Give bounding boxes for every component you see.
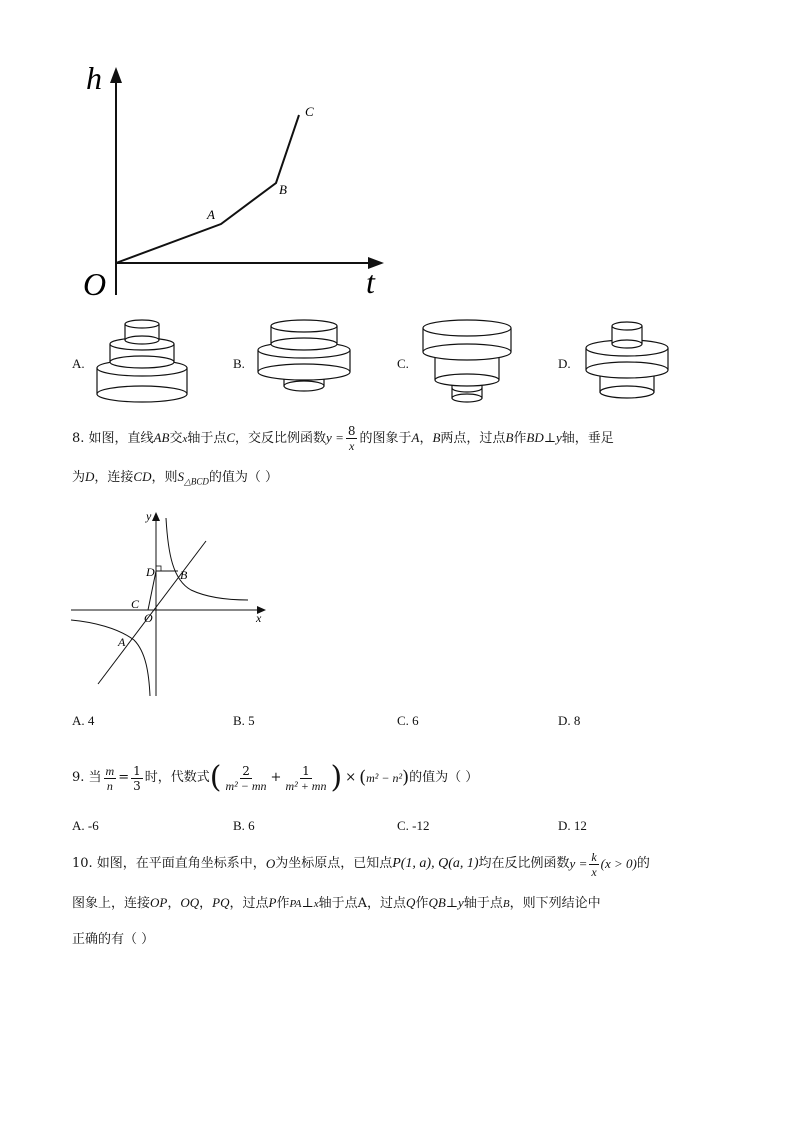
q8-c: C	[226, 430, 236, 445]
q8-option-a: A. 4	[72, 713, 95, 728]
q8-label-c: C	[131, 597, 140, 611]
q10-line1	[72, 846, 650, 882]
q10-y: y	[458, 895, 464, 910]
q9-plus: +	[270, 770, 282, 785]
q10-b: B	[502, 898, 510, 910]
q10-text: 作	[415, 896, 429, 911]
q8-option-b: B. 5	[233, 713, 255, 728]
q10-text: 图象上，连接	[72, 896, 151, 911]
q10-text: ，	[167, 896, 181, 911]
q7-option-d-label: D.	[558, 356, 571, 371]
q9-paren2-open: (	[359, 767, 367, 788]
q10-pa: PA	[289, 898, 302, 910]
q7-option-b-figure	[254, 318, 354, 398]
q9-text: 9. 当	[72, 770, 102, 785]
q8-cd: CD	[133, 469, 152, 484]
q8-d: D	[85, 469, 95, 484]
q10-op: OP	[150, 895, 168, 910]
q8-text: ，	[419, 431, 433, 446]
q10-o: O	[265, 856, 276, 871]
q9-mn-expr: m² − n²	[366, 771, 403, 785]
q8-label-b: B	[180, 568, 188, 582]
q8-text: ，交反比例函数	[235, 431, 327, 446]
q10-p: P	[268, 895, 277, 910]
q8-b: B	[432, 430, 441, 445]
q8-label-y: y	[146, 509, 152, 523]
axis-label-t: t	[366, 264, 375, 300]
q8-text: ，则	[151, 470, 178, 485]
q9-paren2-close: )	[402, 767, 410, 788]
q10-text: 轴于点A，过点	[318, 896, 407, 911]
q8-option-d: D. 8	[558, 713, 581, 728]
h-t-curve	[116, 115, 299, 263]
q8-text: 的值为（ ）	[208, 470, 279, 485]
q8-ab: AB	[153, 430, 170, 445]
h-t-graph	[70, 55, 400, 305]
point-label-c: C	[305, 104, 314, 119]
q9-option-d: D. 12	[558, 818, 587, 833]
q10-line2	[72, 893, 601, 914]
q10-text: 轴于点	[463, 896, 503, 911]
q9-fraction-mn: $\frac{m}{n}$	[105, 763, 115, 793]
q9-fraction-1: $\frac{2}{\text{m² − mn}}$	[225, 763, 267, 793]
q9-option-b: B. 6	[233, 818, 255, 833]
q8-y-eq: y =	[326, 430, 344, 445]
q8-right-angle-mark	[156, 566, 161, 571]
q9-equals: =	[118, 770, 130, 785]
point-label-a: A	[207, 207, 215, 222]
q7-option-c-figure	[420, 318, 516, 406]
axis-label-h: h	[86, 60, 102, 96]
q9-line	[72, 756, 478, 800]
q10-text: 正确的有（ ）	[72, 932, 155, 947]
q8-label-x: x	[256, 611, 262, 625]
q9-fraction-2: $\frac{1}{\text{m² + mn}}$	[285, 763, 327, 793]
q8-option-c: C. 6	[397, 713, 419, 728]
q9-fraction-third: $\frac{1}{3}$	[133, 763, 141, 793]
q9-text: 时，代数式	[144, 770, 210, 785]
q8-a: A	[411, 430, 420, 445]
q7-option-c-label: C.	[397, 356, 409, 371]
q8-s: S	[177, 469, 184, 484]
q10-pq: PQ	[212, 895, 230, 910]
q10-text: ，则下列结论中	[509, 896, 601, 911]
q10-text: 10. 如图，在平面直角坐标系中，	[72, 856, 266, 871]
q8-hyperbola-right	[166, 518, 248, 600]
q10-oq: OQ	[180, 895, 200, 910]
q8-text: ，连接	[94, 470, 134, 485]
q8-text: 作	[513, 431, 527, 446]
q8-text: 8. 如图，直线	[72, 431, 154, 446]
q8-label-d: D	[146, 565, 155, 579]
point-label-b: B	[279, 182, 287, 197]
q8-label-o: O	[144, 611, 153, 625]
q9-option-c: C. -12	[397, 818, 430, 833]
q9-paren-close: )	[330, 760, 343, 795]
q8-line2	[72, 467, 278, 492]
q10-condition: (x > 0)	[600, 856, 637, 871]
origin-label: O	[83, 266, 107, 302]
q8-text: 轴，垂足	[561, 431, 614, 446]
q7-option-b-label: B.	[233, 356, 245, 371]
q10-text: ，过点	[229, 896, 269, 911]
q9-times: ×	[345, 770, 357, 785]
q10-q: Q	[406, 895, 416, 910]
q8-y-axis-arrow	[152, 512, 160, 521]
q8-text: 两点，过点	[440, 431, 506, 446]
q8-s-sub: △BCD	[184, 476, 209, 487]
q8-b: B	[505, 430, 514, 445]
q7-option-a-figure	[92, 318, 192, 408]
q10-perp: ⊥	[445, 896, 459, 911]
q10-text: 均在反比例函数	[478, 856, 570, 871]
q8-perp: ⊥	[543, 431, 556, 446]
q8-graph	[68, 504, 273, 699]
q10-text: ，	[199, 896, 213, 911]
q7-option-d-figure	[582, 318, 672, 404]
q10-points: P(1, a), Q(a, 1)	[392, 856, 479, 871]
q10-text: 的	[636, 856, 650, 871]
q8-text: 轴于点	[187, 431, 227, 446]
q10-text: 作	[276, 896, 290, 911]
q8-text: 的图象于	[359, 431, 412, 446]
q8-line1	[72, 424, 614, 453]
q10-perp: ⊥	[301, 896, 314, 911]
q8-bd: BD	[526, 430, 544, 445]
q10-x: x	[313, 898, 319, 910]
h-axis-arrow	[110, 67, 122, 83]
q9-option-a: A. -6	[72, 818, 99, 833]
q7-option-a-label: A.	[72, 356, 85, 371]
q8-label-a: A	[118, 635, 126, 649]
q8-text: 交	[169, 431, 183, 446]
q10-fraction-kx: $\frac{k}{x}$	[591, 849, 597, 879]
q9-text: 的值为（ ）	[409, 770, 479, 785]
q8-fraction: $\frac{8}{x}$	[347, 424, 356, 453]
q8-y: y	[555, 430, 562, 445]
q10-text: 为坐标原点，已知点	[275, 856, 393, 871]
q8-x: x	[182, 433, 188, 445]
q10-line3	[72, 930, 154, 950]
q8-text: 为	[72, 470, 86, 485]
q10-qb: QB	[428, 895, 446, 910]
q9-paren-open: (	[209, 760, 222, 795]
q10-y-eq: y =	[569, 856, 588, 871]
